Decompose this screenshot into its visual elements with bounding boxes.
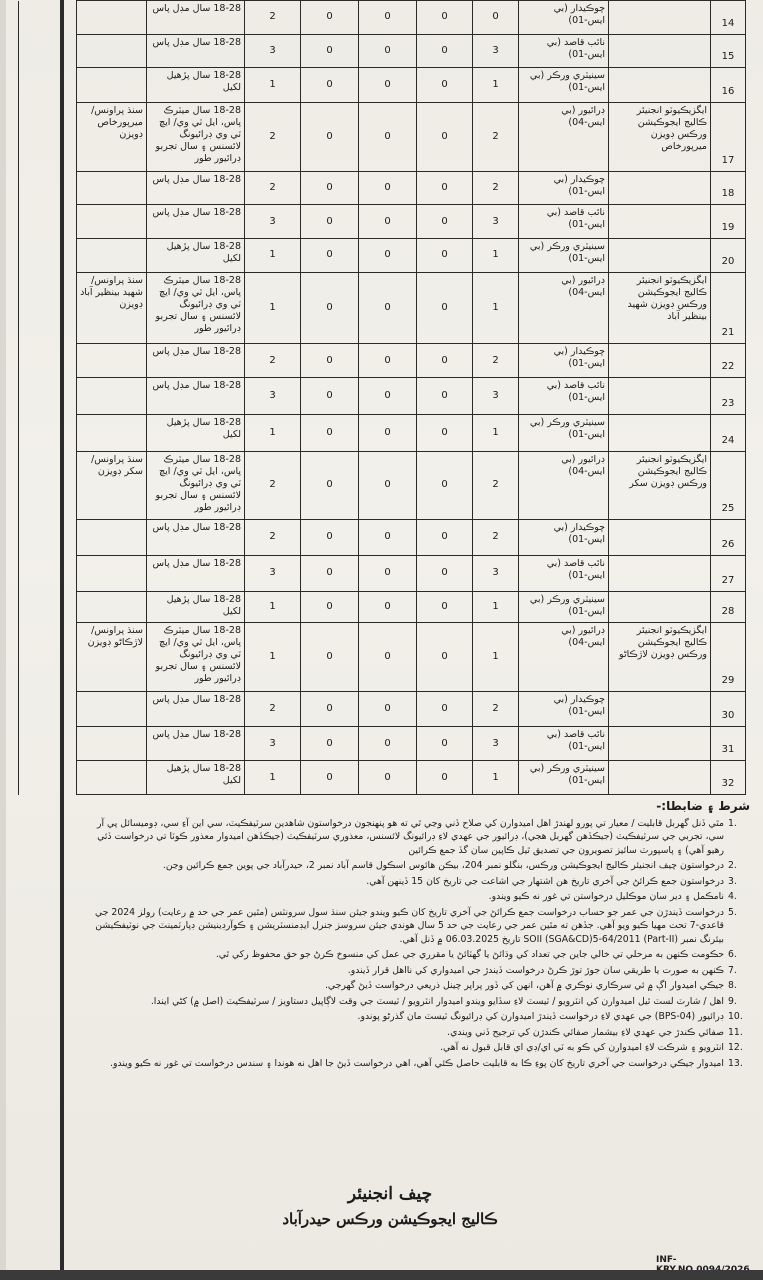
quota-count: 0	[417, 451, 473, 519]
region-division: سنڌ پراونس/ شهيد بينظير آباد ڊويزن	[77, 272, 147, 344]
region-division	[77, 377, 147, 414]
office-name: ايگزيڪيوٽو انجنيئر ڪاليج ايجوڪيشن ورڪس ڊويزن ميرپورخاص	[609, 103, 711, 171]
term-item	[80, 964, 750, 978]
serial-number: 21	[711, 272, 746, 344]
office-name	[609, 691, 711, 727]
term-text: درخواست ڏيندڙن جي عمر جو حساب درخواست جمع ڪرائڻ جي آخري تاريخ کان ڪيو ويندو جيئن سنڌ سول سرونٽس (مٿين عمر جي حد ۾ رعايت) رولز 2024 جي قاعدي-7 تحت مهيا ڪيو ويو آهي. جڏهن ته مٿين عمر جي رعايت جي حد 5 سال هوندي جيئن سروسز جنرل ايڊمنسٽريشن ۽ ڪوآرڊينيشن ڊپارٽمينٽ جي نوٽيفڪيشن بيئرنگ نمبر SOII (SGA&CD)5-64/2011 (Part-II) تاريخ 06.03.2025 ۾ ڏنل آهي.	[94, 906, 724, 945]
table-row	[19, 344, 746, 378]
quota-count: 0	[359, 761, 417, 795]
quota-count: 0	[301, 555, 359, 591]
blank-cell	[19, 205, 77, 239]
term-text: حڪومت ڪنهن به مرحلي تي خالي جاين جي تعداد کي وڌائڻ يا گهٽائڻ يا مقرري جي عمل کي منسوخ ڪرڻ جو حق محفوظ رکي ٿي.	[215, 949, 724, 960]
office-name	[609, 34, 711, 68]
quota-count: 1	[473, 623, 519, 691]
table-row	[19, 34, 746, 68]
quota-count: 0	[359, 591, 417, 623]
blank-cell	[19, 68, 77, 103]
region-division: سنڌ پراونس/ سکر ڊويزن	[77, 451, 147, 519]
quota-count: 0	[359, 171, 417, 205]
quota-count: 0	[359, 451, 417, 519]
qualification: 18-28 سال ميٽرڪ پاس، ايل ٽي وي/ ايڇ ٽي وي ڊرائيونگ لائسنس ۽ سال تجربو ڊرائيور طور	[147, 623, 245, 691]
quota-count: 0	[417, 171, 473, 205]
blank-cell	[19, 171, 77, 205]
region-division	[77, 205, 147, 239]
blank-cell	[19, 103, 77, 171]
region-division	[77, 34, 147, 68]
region-division	[77, 171, 147, 205]
quota-count: 0	[359, 34, 417, 68]
qualification: 18-28 سال مڊل پاس	[147, 344, 245, 378]
office-name	[609, 520, 711, 556]
total-posts: 2	[245, 691, 301, 727]
term-number: 6.	[728, 949, 737, 960]
quota-count: 0	[301, 103, 359, 171]
term-number: 9.	[728, 995, 737, 1007]
serial-number: 16	[711, 68, 746, 103]
qualification: 18-28 سال مڊل پاس	[147, 520, 245, 556]
quota-count: 0	[301, 272, 359, 344]
post-name: ڊرائيور (بي ايس-04)	[519, 623, 609, 691]
qualification: 18-28 سال پڙهيل لکيل	[147, 68, 245, 103]
quota-count: 3	[473, 727, 519, 761]
quota-count: 0	[417, 34, 473, 68]
bottom-strip	[0, 1270, 763, 1280]
term-item	[80, 859, 750, 873]
qualification: 18-28 سال مڊل پاس	[147, 691, 245, 727]
qualification: 18-28 سال پڙهيل لکيل	[147, 238, 245, 272]
quota-count: 0	[417, 344, 473, 378]
table-row	[19, 171, 746, 205]
office-name	[609, 591, 711, 623]
quota-count: 0	[301, 344, 359, 378]
post-name: نائب قاصد (بي ايس-01)	[519, 727, 609, 761]
post-name: ڊرائيور (بي ايس-04)	[519, 103, 609, 171]
office-name	[609, 1, 711, 35]
total-posts: 1	[245, 623, 301, 691]
blank-cell	[19, 451, 77, 519]
qualification: 18-28 سال مڊل پاس	[147, 727, 245, 761]
term-item	[80, 890, 750, 904]
post-name: چوڪيدار (بي ايس-01)	[519, 1, 609, 35]
blank-cell	[19, 414, 77, 451]
quota-count: 0	[417, 103, 473, 171]
quota-count: 0	[417, 377, 473, 414]
post-name: سينيٽري ورڪر (بي ايس-01)	[519, 238, 609, 272]
serial-number: 29	[711, 623, 746, 691]
post-name: سينيٽري ورڪر (بي ايس-01)	[519, 414, 609, 451]
blank-cell	[19, 691, 77, 727]
region-division	[77, 761, 147, 795]
quota-count: 0	[359, 1, 417, 35]
office-name: ايگزيڪيوٽو انجنيئر ڪاليج ايجوڪيشن ورڪس ڊويزن شهيد بينظير آباد	[609, 272, 711, 344]
term-item	[80, 906, 750, 947]
post-name: نائب قاصد (بي ايس-01)	[519, 377, 609, 414]
total-posts: 3	[245, 727, 301, 761]
serial-number: 32	[711, 761, 746, 795]
term-number: 5.	[728, 906, 737, 918]
quota-count: 3	[473, 205, 519, 239]
quota-count: 0	[417, 591, 473, 623]
blank-cell	[19, 727, 77, 761]
table-row	[19, 591, 746, 623]
quota-count: 0	[359, 238, 417, 272]
blank-cell	[19, 591, 77, 623]
serial-number: 31	[711, 727, 746, 761]
vacancy-table-body	[19, 1, 746, 795]
office-name	[609, 344, 711, 378]
quota-count: 0	[359, 520, 417, 556]
blank-cell	[19, 344, 77, 378]
office-name	[609, 727, 711, 761]
total-posts: 2	[245, 103, 301, 171]
quota-count: 0	[359, 691, 417, 727]
post-name: نائب قاصد (بي ايس-01)	[519, 205, 609, 239]
total-posts: 2	[245, 451, 301, 519]
term-number: 11.	[728, 1026, 743, 1038]
table-row	[19, 761, 746, 795]
total-posts: 3	[245, 205, 301, 239]
quota-count: 0	[301, 727, 359, 761]
term-item	[80, 1057, 750, 1071]
region-division: سنڌ پراونس/ لاڙڪاڻو ڊويزن	[77, 623, 147, 691]
total-posts: 2	[245, 171, 301, 205]
qualification: 18-28 سال پڙهيل لکيل	[147, 414, 245, 451]
quota-count: 2	[473, 451, 519, 519]
total-posts: 1	[245, 591, 301, 623]
term-number: 12.	[728, 1042, 743, 1053]
signatory-title: چيف انجنيئر	[347, 1184, 433, 1204]
region-division	[77, 344, 147, 378]
serial-number: 28	[711, 591, 746, 623]
serial-number: 26	[711, 520, 746, 556]
total-posts: 2	[245, 520, 301, 556]
quota-count: 3	[473, 555, 519, 591]
serial-number: 30	[711, 691, 746, 727]
qualification: 18-28 سال پڙهيل لکيل	[147, 591, 245, 623]
term-item	[80, 995, 750, 1009]
quota-count: 0	[301, 171, 359, 205]
total-posts: 2	[245, 1, 301, 35]
table-row	[19, 555, 746, 591]
table-row	[19, 727, 746, 761]
qualification: 18-28 سال مڊل پاس	[147, 377, 245, 414]
serial-number: 23	[711, 377, 746, 414]
terms-and-conditions	[80, 800, 750, 1072]
term-text: جيڪي اميدوار اڳ ۾ ئي سرڪاري نوڪري ۾ آهن، انهن کي ڏور پراپر چينل ذريعي درخواست ڏيڻ گهرجي.	[324, 980, 724, 991]
quota-count: 0	[359, 727, 417, 761]
term-number: 4.	[728, 891, 737, 902]
office-name	[609, 555, 711, 591]
quota-count: 0	[359, 344, 417, 378]
post-name: چوڪيدار (بي ايس-01)	[519, 344, 609, 378]
quota-count: 1	[473, 591, 519, 623]
blank-cell	[19, 761, 77, 795]
term-number: 7.	[728, 964, 737, 976]
quota-count: 0	[417, 727, 473, 761]
blank-cell	[19, 623, 77, 691]
quota-count: 1	[473, 761, 519, 795]
quota-count: 0	[301, 1, 359, 35]
table-row	[19, 623, 746, 691]
quota-count: 0	[359, 377, 417, 414]
region-division	[77, 414, 147, 451]
term-number: 1.	[728, 817, 737, 829]
region-division	[77, 68, 147, 103]
table-row	[19, 377, 746, 414]
total-posts: 2	[245, 344, 301, 378]
quota-count: 0	[417, 68, 473, 103]
quota-count: 3	[473, 377, 519, 414]
quota-count: 0	[359, 68, 417, 103]
quota-count: 0	[417, 520, 473, 556]
table-row	[19, 272, 746, 344]
post-name: ڊرائيور (بي ايس-04)	[519, 272, 609, 344]
serial-number: 20	[711, 238, 746, 272]
quota-count: 3	[473, 34, 519, 68]
serial-number: 25	[711, 451, 746, 519]
qualification: 18-28 سال مڊل پاس	[147, 205, 245, 239]
term-text: ڊرائيور (BPS-04) جي عهدي لاءِ درخواست ڏيندڙ اميدوارن کي ڊرائيونگ ٽيسٽ مان گذرڻو پوندو.	[357, 1011, 724, 1022]
office-name: ايگزيڪيوٽو انجنيئر ڪاليج ايجوڪيشن ورڪس ڊويزن سکر	[609, 451, 711, 519]
quota-count: 0	[359, 103, 417, 171]
region-division: سنڌ پراونس/ ميرپورخاص ڊويزن	[77, 103, 147, 171]
post-name: چوڪيدار (بي ايس-01)	[519, 171, 609, 205]
total-posts: 3	[245, 555, 301, 591]
blank-cell	[19, 272, 77, 344]
term-text: اميدوار جيڪي درخواست جي آخري تاريخ کان پوءِ ڪا به قابليت حاصل ڪئي آهي، اهي درخواست ڏيڻ جا اهل نه هوندا ۽ سندس درخواست تي غور نه ڪيو ويندو.	[110, 1057, 724, 1069]
quota-count: 0	[417, 238, 473, 272]
quota-count: 0	[301, 377, 359, 414]
term-text: ڪنهن به صورت يا طريقي سان جوڙ توڙ ڪرڻ درخواست ڏيندڙ جي اميدواري کي نااهل قرار ڏيندو.	[347, 964, 724, 976]
total-posts: 1	[245, 68, 301, 103]
office-name	[609, 761, 711, 795]
quota-count: 0	[417, 272, 473, 344]
post-name: سينيٽري ورڪر (بي ايس-01)	[519, 591, 609, 623]
signatory-office: ڪاليج ايجوڪيشن ورڪس حيدرآباد	[282, 1210, 498, 1228]
post-name: چوڪيدار (بي ايس-01)	[519, 691, 609, 727]
quota-count: 0	[473, 1, 519, 35]
serial-number: 14	[711, 1, 746, 35]
blank-cell	[19, 520, 77, 556]
qualification: 18-28 سال ميٽرڪ پاس، ايل ٽي وي/ ايڇ ٽي وي ڊرائيونگ لائسنس ۽ سال تجربو ڊرائيور طور	[147, 272, 245, 344]
quota-count: 0	[417, 761, 473, 795]
region-division	[77, 591, 147, 623]
serial-number: 24	[711, 414, 746, 451]
term-text: صفائي ڪندڙ جي عهدي لاءِ بيشمار صفائي ڪندڙن کي ترجيح ڏني ويندي.	[447, 1026, 724, 1038]
quota-count: 0	[301, 205, 359, 239]
quota-count: 2	[473, 171, 519, 205]
table-row	[19, 520, 746, 556]
quota-count: 0	[359, 555, 417, 591]
region-division	[77, 555, 147, 591]
qualification: 18-28 سال مڊل پاس	[147, 555, 245, 591]
table-row	[19, 1, 746, 35]
post-name: ڊرائيور (بي ايس-04)	[519, 451, 609, 519]
quota-count: 2	[473, 520, 519, 556]
term-item	[80, 979, 750, 993]
advertisement-reference: INF-	[656, 1255, 677, 1265]
post-name: نائب قاصد (بي ايس-01)	[519, 34, 609, 68]
blank-cell	[19, 377, 77, 414]
quota-count: 0	[301, 451, 359, 519]
quota-count: 0	[417, 1, 473, 35]
quota-count: 0	[417, 623, 473, 691]
qualification: 18-28 سال مڊل پاس	[147, 171, 245, 205]
quota-count: 1	[473, 238, 519, 272]
quota-count: 1	[473, 414, 519, 451]
region-division	[77, 1, 147, 35]
total-posts: 3	[245, 34, 301, 68]
qualification: 18-28 سال ميٽرڪ پاس، ايل ٽي وي/ ايڇ ٽي وي ڊرائيونگ لائسنس ۽ سال تجربو ڊرائيور طور	[147, 451, 245, 519]
qualification: 18-28 سال مڊل پاس	[147, 34, 245, 68]
qualification: 18-28 سال ميٽرڪ پاس، ايل ٽي وي/ ايڇ ٽي وي ڊرائيونگ لائسنس ۽ سال تجربو ڊرائيور طور	[147, 103, 245, 171]
post-name: نائب قاصد (بي ايس-01)	[519, 555, 609, 591]
quota-count: 0	[301, 623, 359, 691]
term-text: انٽرويو ۽ شرڪت لاءِ اميدوارن کي ڪو به ٽي اي/ڊي اي قابل قبول نه آهي.	[440, 1042, 724, 1053]
quota-count: 0	[301, 34, 359, 68]
terms-list	[80, 817, 750, 1071]
quota-count: 0	[417, 555, 473, 591]
serial-number: 19	[711, 205, 746, 239]
term-text: اهل / شارٽ لسٽ ٿيل اميدوارن کي انٽرويو / ٽيسٽ لاءِ سڏايو ويندو اميدوار انٽرويو / ٽيسٽ جي وقت لاڳاپيل دستاويز / سرٽيفڪيٽ (اصل ۾) کڻي ايندا.	[150, 995, 724, 1007]
serial-number: 15	[711, 34, 746, 68]
office-name	[609, 377, 711, 414]
term-number: 10.	[728, 1011, 743, 1022]
region-division	[77, 727, 147, 761]
table-row	[19, 451, 746, 519]
quota-count: 0	[301, 520, 359, 556]
total-posts: 3	[245, 377, 301, 414]
total-posts: 1	[245, 272, 301, 344]
term-number: 8.	[728, 980, 737, 991]
serial-number: 18	[711, 171, 746, 205]
region-division	[77, 520, 147, 556]
office-name	[609, 68, 711, 103]
quota-count: 0	[301, 691, 359, 727]
office-name	[609, 205, 711, 239]
quota-count: 0	[359, 272, 417, 344]
quota-count: 0	[359, 623, 417, 691]
post-name: سينيٽري ورڪر (بي ايس-01)	[519, 68, 609, 103]
term-text: نامڪمل ۽ دير سان موڪليل درخواستن تي غور نه ڪيو ويندو.	[488, 891, 724, 902]
quota-count: 2	[473, 691, 519, 727]
quota-count: 2	[473, 103, 519, 171]
term-item	[80, 948, 750, 962]
office-name	[609, 238, 711, 272]
quota-count: 0	[301, 591, 359, 623]
quota-count: 0	[301, 68, 359, 103]
signature-block	[200, 1184, 580, 1228]
table-row	[19, 414, 746, 451]
region-division	[77, 238, 147, 272]
term-text: درخواستون چيف انجنيئر ڪاليج ايجوڪيشن ورڪس، بنگلو نمبر 204، بيڪن هائوس اسڪول قاسم آباد نمبر 2، حيدرآباد جي پوين جمع ڪرائين وڃن.	[162, 860, 724, 871]
total-posts: 1	[245, 414, 301, 451]
quota-count: 0	[359, 414, 417, 451]
office-name: ايگزيڪيوٽو انجنيئر ڪاليج ايجوڪيشن ورڪس ڊويزن لاڙڪاڻو	[609, 623, 711, 691]
terms-heading: شرط ۽ ضابطا:-	[656, 799, 750, 813]
table-row	[19, 691, 746, 727]
quota-count: 0	[359, 205, 417, 239]
quota-count: 0	[417, 205, 473, 239]
qualification: 18-28 سال مڊل پاس	[147, 1, 245, 35]
vacancy-table	[18, 0, 746, 795]
office-name	[609, 171, 711, 205]
term-item	[80, 817, 750, 858]
term-number: 2.	[728, 860, 737, 871]
term-text: مٿي ڏنل گهربل قابليت / معيار تي پورو لهندڙ اهل اميدوارن کي صلاح ڏني وڃي ٿي ته هو پنهنجون درخواستون شاهدين سرٽيفڪيٽ، سي اين آءِ سي، ڊوميسائل پي آر سي، تجربي جي سرٽيفڪيٽ (جيڪڏهن گهربل هجي)، ڊرائيور جي عهدي لاءِ ڊرائيونگ لائسنس، معذوري سرٽيفڪيٽ (جيڪڏهن اميدوار معذور ڪوٽا تي درخواست ڏئي رهيو آهي) ۽ پاسپورٽ سائيز تصويرون جي تصديق ٿيل ڪاپين سان گڏ جمع ڪرائين	[96, 817, 724, 856]
serial-number: 17	[711, 103, 746, 171]
term-number: 3.	[728, 875, 737, 887]
term-item	[80, 1041, 750, 1055]
total-posts: 1	[245, 761, 301, 795]
quota-count: 1	[473, 272, 519, 344]
term-item	[80, 1010, 750, 1024]
post-name: سينيٽري ورڪر (بي ايس-01)	[519, 761, 609, 795]
term-item	[80, 1026, 750, 1040]
post-name: چوڪيدار (بي ايس-01)	[519, 520, 609, 556]
office-name	[609, 414, 711, 451]
blank-cell	[19, 555, 77, 591]
table-row	[19, 238, 746, 272]
qualification: 18-28 سال پڙهيل لکيل	[147, 761, 245, 795]
quota-count: 0	[301, 761, 359, 795]
table-row	[19, 68, 746, 103]
term-number: 13.	[728, 1057, 743, 1069]
quota-count: 0	[301, 414, 359, 451]
blank-cell	[19, 34, 77, 68]
table-row	[19, 205, 746, 239]
table-row	[19, 103, 746, 171]
blank-cell	[19, 238, 77, 272]
serial-number: 27	[711, 555, 746, 591]
term-item	[80, 875, 750, 889]
total-posts: 1	[245, 238, 301, 272]
region-division	[77, 691, 147, 727]
blank-cell	[19, 1, 77, 35]
quota-count: 2	[473, 344, 519, 378]
quota-count: 0	[417, 414, 473, 451]
quota-count: 1	[473, 68, 519, 103]
serial-number: 22	[711, 344, 746, 378]
quota-count: 0	[301, 238, 359, 272]
term-text: درخواستون جمع ڪرائڻ جي آخري تاريخ هن اشتهار جي اشاعت جي تاريخ کان 15 ڏينهن آهي.	[366, 875, 724, 887]
quota-count: 0	[417, 691, 473, 727]
